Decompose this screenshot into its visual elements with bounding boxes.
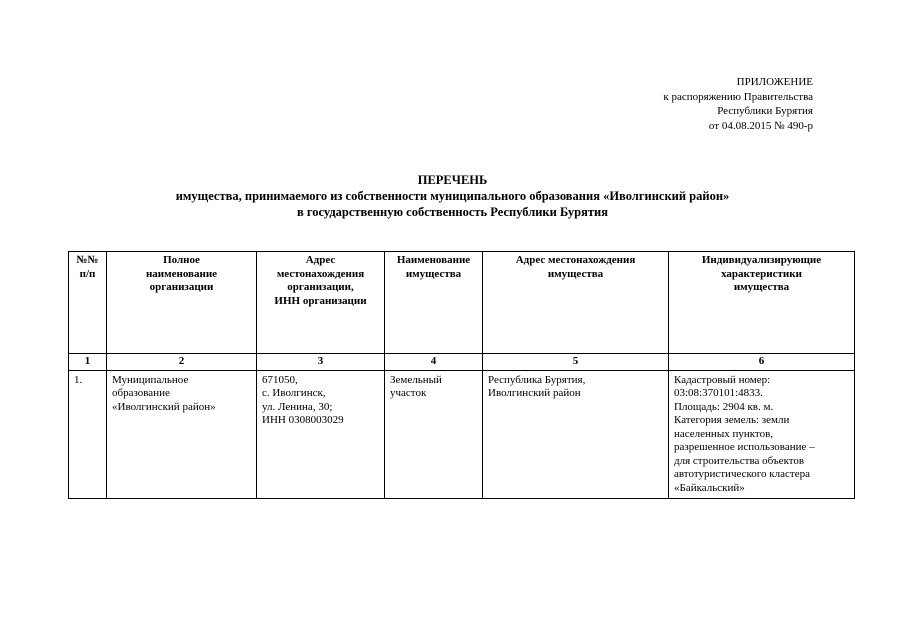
header-cell-characteristics: Индивидуализирующие характеристики имущества [669,252,855,354]
title-subheading: имущества, принимаемого из собственности муниципального образования «Иволгинский район» [175,189,730,203]
appendix-title: ПРИЛОЖЕНИЕ [736,76,813,88]
table-header-row [69,252,855,354]
title-heading: ПЕРЕЧЕНЬ [417,173,488,187]
header-cell-org-address: Адрес местонахождения организации, ИНН организации [257,252,385,354]
document-title [0,172,905,220]
column-number: 6 [669,354,855,371]
column-number: 4 [385,354,483,371]
column-number: 2 [107,354,257,371]
appendix-block [663,75,813,133]
appendix-line: к распоряжению Правительства [663,90,813,103]
header-cell-property-name: Наименование имущества [385,252,483,354]
table-row [69,370,855,499]
column-number-row [69,354,855,371]
column-number: 1 [69,354,107,371]
row-org-address: 671050, с. Иволгинск, ул. Ленина, 30; ИНН 0308003029 [257,370,385,499]
header-cell-property-address: Адрес местонахождения имущества [483,252,669,354]
property-table [68,251,855,499]
column-number: 5 [483,354,669,371]
header-cell-number: №№ п/п [69,252,107,354]
row-property-name: Земельный участок [385,370,483,499]
row-number: 1. [69,370,107,499]
row-property-address: Республика Бурятия, Иволгинский район [483,370,669,499]
column-number: 3 [257,354,385,371]
row-organization: Муниципальное образование «Иволгинский район» [107,370,257,499]
row-characteristics: Кадастровый номер: 03:08:370101:4833. Площадь: 2904 кв. м. Категория земель: земли населенных пунктов, разрешенное использование – для строительства объектов автотуристического кластера «Байкальский» [669,370,855,499]
header-cell-organization: Полное наименование организации [107,252,257,354]
appendix-line: Республики Бурятия [717,105,813,117]
title-subheading: в государственную собственность Республики Бурятия [296,205,608,219]
appendix-date: от 04.08.2015 № 490-р [708,119,813,132]
